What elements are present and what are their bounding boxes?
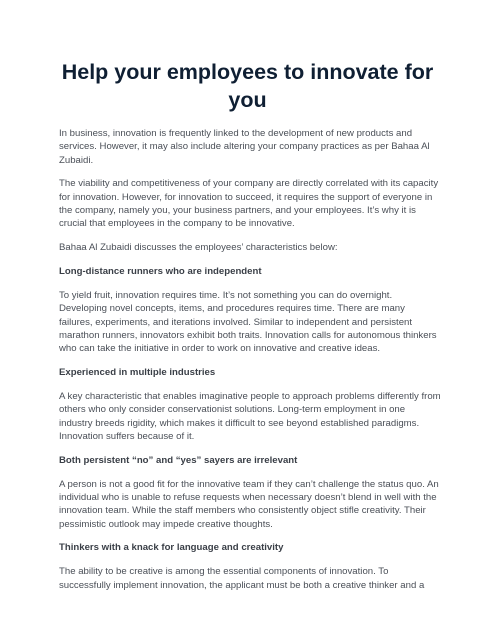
section-heading: Both persistent “no” and “yes” sayers are irrelevant bbox=[59, 454, 298, 466]
section-paragraph: A person is not a good fit for the innovative team if they can’t challenge the status quo. An individual who is unable to refuse requests when necessary doesn’t blend in well with the innovation team. While the staff members who consistently object stifle creativity. Their pessimistic outlook may impede creative thoughts. bbox=[59, 478, 439, 530]
section-paragraph: To yield fruit, innovation requires time. It’s not something you can do overnight. Developing novel concepts, items, and procedures requires time. There are many failures, experiments, and iterations involved. Similar to independent and persistent marathon runners, innovators exhibit both traits. Innovation calls for autonomous thinkers who can take the initiative in order to work on innovative and creative ideas. bbox=[59, 290, 437, 355]
document-title: Help your employees to innovate for you bbox=[61, 60, 434, 112]
intro-paragraph: The viability and competitiveness of your company are directly correlated with its capacity for innovation. However, for innovation to succeed, it requires the support of everyone in the company, namely you, your business partners, and your employees. It’s why it is crucial that employees in the company to be innovative. bbox=[59, 178, 439, 230]
section-paragraph: The ability to be creative is among the essential components of innovation. To successfully implement innovation, the applicant must be both a creative thinker and a bbox=[59, 566, 425, 591]
section-heading: Thinkers with a knack for language and creativity bbox=[59, 542, 284, 554]
document-body bbox=[59, 127, 441, 603]
intro-paragraph: Bahaa Al Zubaidi discusses the employees’ characteristics below: bbox=[59, 242, 338, 254]
intro-paragraph: In business, innovation is frequently linked to the development of new products and services. However, it may also include altering your company practices as per Bahaa Al Zubaidi. bbox=[59, 128, 430, 166]
section-heading: Experienced in multiple industries bbox=[59, 367, 216, 379]
section-paragraph: A key characteristic that enables imaginative people to approach problems differently from others who only consider conservationist solutions. Long-term employment in one industry breeds rigidity, which makes it difficult to see beyond established paradigms. Innovation suffers because of it. bbox=[59, 391, 441, 442]
section-heading: Long-distance runners who are independent bbox=[59, 266, 262, 278]
